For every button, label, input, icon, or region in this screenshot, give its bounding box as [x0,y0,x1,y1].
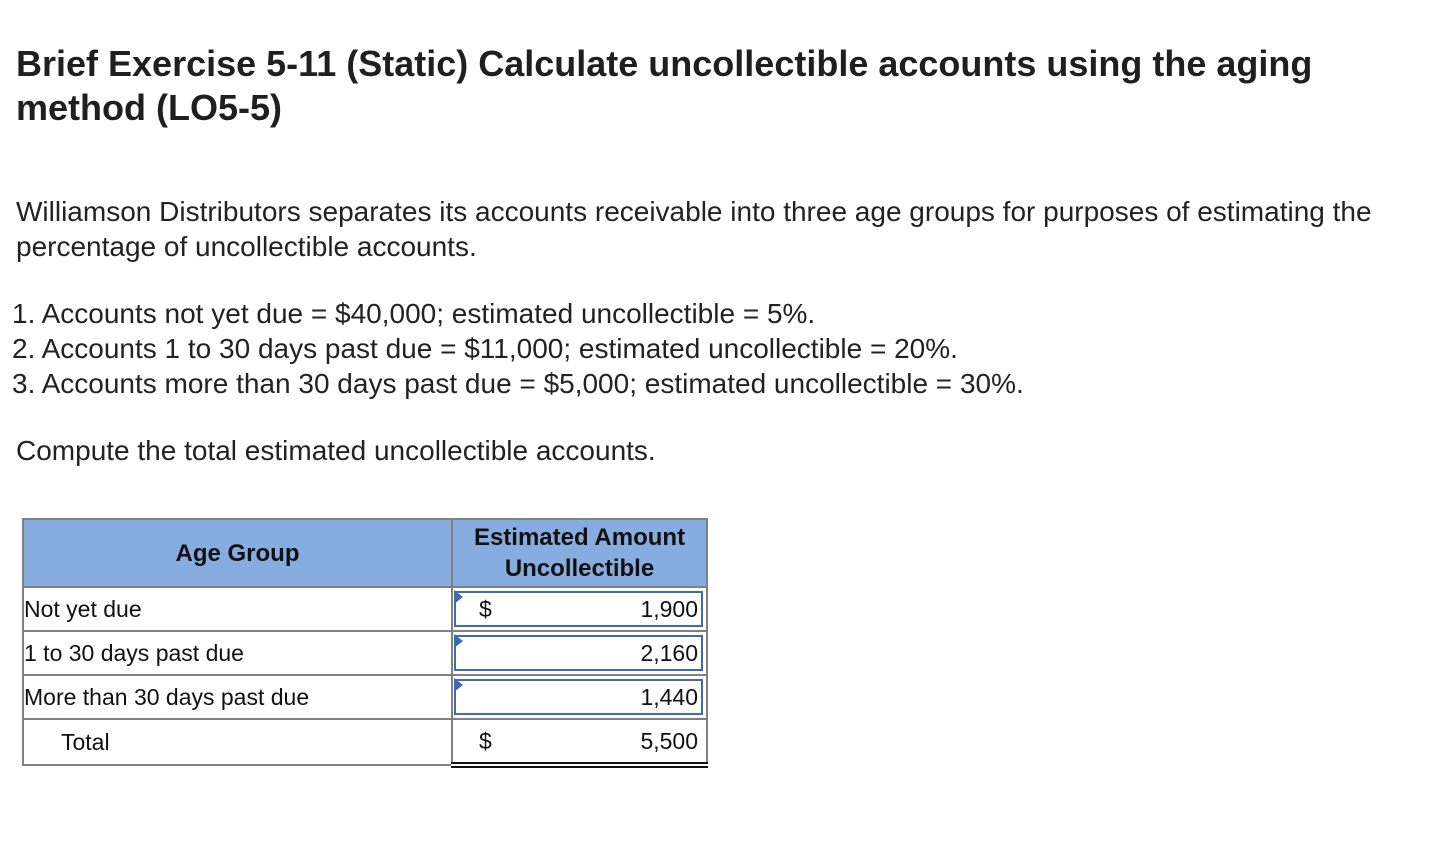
intro-paragraph: Williamson Distributors separates its accounts receivable into three age groups for purposes of estimating the percentage of uncollectible accounts. [16,196,1372,262]
total-amount-value: 5,500 [640,728,698,754]
table-total-row [23,719,707,765]
list-item: 2. Accounts 1 to 30 days past due = $11,000; estimated uncollectible = 20%. [12,333,958,364]
estimated-amount-header-line2: Uncollectible [504,555,655,582]
exercise-title: Brief Exercise 5-11 (Static) Calculate uncollectible accounts using the aging method (LO5-5) [16,43,1313,128]
total-amount-cell [452,719,707,765]
row-label-more-than-30-days: More than 30 days past due [23,675,452,719]
table-header-row [23,519,707,587]
currency-symbol: $ [479,596,492,622]
aging-table [22,518,708,768]
amount-input-1-to-30-days[interactable] [452,631,707,675]
instruction-text: Compute the total estimated uncollectible accounts. [16,435,656,466]
total-label: Total [23,719,452,765]
estimated-amount-header-line1: Estimated Amount [473,524,686,551]
row-label-not-yet-due: Not yet due [23,587,452,631]
table-row [23,631,707,675]
amount-value[interactable]: 1,900 [640,596,698,622]
list-item: 3. Accounts more than 30 days past due = $5,000; estimated uncollectible = 30%. [12,368,1024,399]
amount-value[interactable]: 2,160 [640,640,698,666]
table-row [23,587,707,631]
amount-input-not-yet-due[interactable] [452,587,707,631]
cell-marker-icon [454,634,463,648]
row-label-1-to-30-days: 1 to 30 days past due [23,631,452,675]
age-group-header: Age Group [23,519,452,587]
cell-marker-icon [454,590,463,604]
currency-symbol: $ [479,728,492,754]
amount-value[interactable]: 1,440 [640,684,698,710]
table-row [23,675,707,719]
estimated-amount-header [452,519,707,587]
amount-input-more-than-30-days[interactable] [452,675,707,719]
cell-marker-icon [454,678,463,692]
list-item: 1. Accounts not yet due = $40,000; estimated uncollectible = 5%. [12,298,816,329]
given-data-list [12,296,1412,401]
